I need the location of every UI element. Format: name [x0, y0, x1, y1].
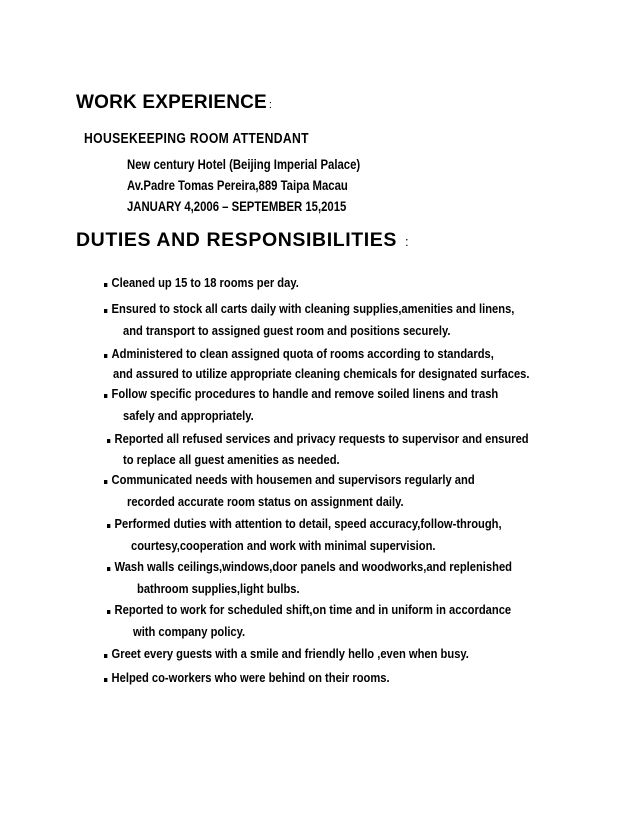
- bullet-icon: [104, 354, 107, 358]
- work-experience-heading-text: WORK EXPERIENCE: [76, 92, 267, 113]
- duty-text: and assured to utilize appropriate cleaning chemicals for designated surfaces.: [113, 366, 530, 381]
- employment-dates-text: JANUARY 4,2006 – SEPTEMBER 15,2015: [127, 199, 347, 214]
- duties-heading-colon: :: [405, 234, 410, 249]
- duties-heading-text: DUTIES AND RESPONSIBILITIES: [76, 229, 398, 251]
- job-title-text: HOUSEKEEPING ROOM ATTENDANT: [84, 131, 309, 147]
- duty-text: and transport to assigned guest room and positions securely.: [123, 323, 451, 338]
- work-experience-heading-colon: :: [268, 99, 273, 111]
- duty-text: to replace all guest amenities as needed.: [123, 452, 340, 467]
- employment-dates: [127, 199, 388, 214]
- bullet-icon: [104, 309, 107, 313]
- duty-text: Cleaned up 15 to 18 rooms per day.: [111, 275, 299, 290]
- bullet-icon: [104, 394, 107, 398]
- duty-text: Ensured to stock all carts daily with cleaning supplies,amenities and linens,: [111, 301, 515, 316]
- bullet-icon: [107, 610, 110, 614]
- duty-text: Performed duties with attention to detail, speed accuracy,follow-through,: [114, 516, 502, 531]
- duty-continuation: [123, 452, 381, 468]
- duty-text: recorded accurate room status on assignment daily.: [127, 494, 404, 509]
- employer: [127, 157, 405, 172]
- duty-text: Reported to work for scheduled shift,on time and in uniform in accordance: [114, 602, 512, 617]
- duty-continuation: [137, 581, 331, 597]
- duty-text: Greet every guests with a smile and friendly hello ,even when busy.: [111, 646, 469, 661]
- duty-item: [104, 301, 593, 317]
- bullet-icon: [104, 678, 107, 682]
- bullet-icon: [104, 480, 107, 484]
- duty-continuation: [113, 366, 609, 382]
- duty-continuation: [133, 624, 266, 640]
- duty-continuation: [131, 538, 494, 554]
- duty-item: [104, 472, 545, 488]
- duty-item: [104, 275, 336, 291]
- duty-item: [107, 559, 589, 575]
- duty-continuation: [123, 408, 279, 424]
- duty-item: [104, 670, 444, 686]
- duty-text: courtesy,cooperation and work with minimal supervision.: [131, 538, 436, 553]
- bullet-icon: [107, 567, 110, 571]
- employer-address-text: Av.Padre Tomas Pereira,889 Taipa Macau: [127, 178, 348, 193]
- duty-item: [107, 602, 588, 618]
- bullet-icon: [107, 439, 110, 443]
- duty-text: Communicated needs with housemen and supervisors regularly and: [111, 472, 475, 487]
- duty-continuation: [127, 494, 456, 510]
- bullet-icon: [107, 524, 110, 528]
- duty-text: Helped co-workers who were behind on their rooms.: [111, 670, 390, 685]
- duty-text: bathroom supplies,light bulbs.: [137, 581, 300, 596]
- bullet-icon: [104, 654, 107, 658]
- job-title: [84, 131, 352, 147]
- duty-text: Wash walls ceilings,windows,door panels and woodworks,and replenished: [114, 559, 512, 574]
- employer-text: New century Hotel (Beijing Imperial Palace): [127, 157, 361, 172]
- duties-heading: [76, 229, 409, 252]
- duty-text: Reported all refused services and privacy requests to supervisor and ensured: [114, 431, 529, 446]
- employer-address: [127, 178, 390, 193]
- duty-text: with company policy.: [133, 624, 246, 639]
- duty-item: [107, 516, 577, 532]
- duty-text: Follow specific procedures to handle and remove soiled linens and trash: [111, 386, 499, 401]
- duty-item: [104, 346, 568, 362]
- work-experience-heading: [76, 92, 272, 114]
- duty-text: safely and appropriately.: [123, 408, 254, 423]
- bullet-icon: [104, 283, 107, 287]
- duty-continuation: [123, 323, 513, 339]
- duty-item: [104, 386, 573, 402]
- duty-item: [107, 431, 609, 447]
- duty-text: Administered to clean assigned quota of rooms according to standards,: [111, 346, 494, 361]
- duty-item: [104, 646, 538, 662]
